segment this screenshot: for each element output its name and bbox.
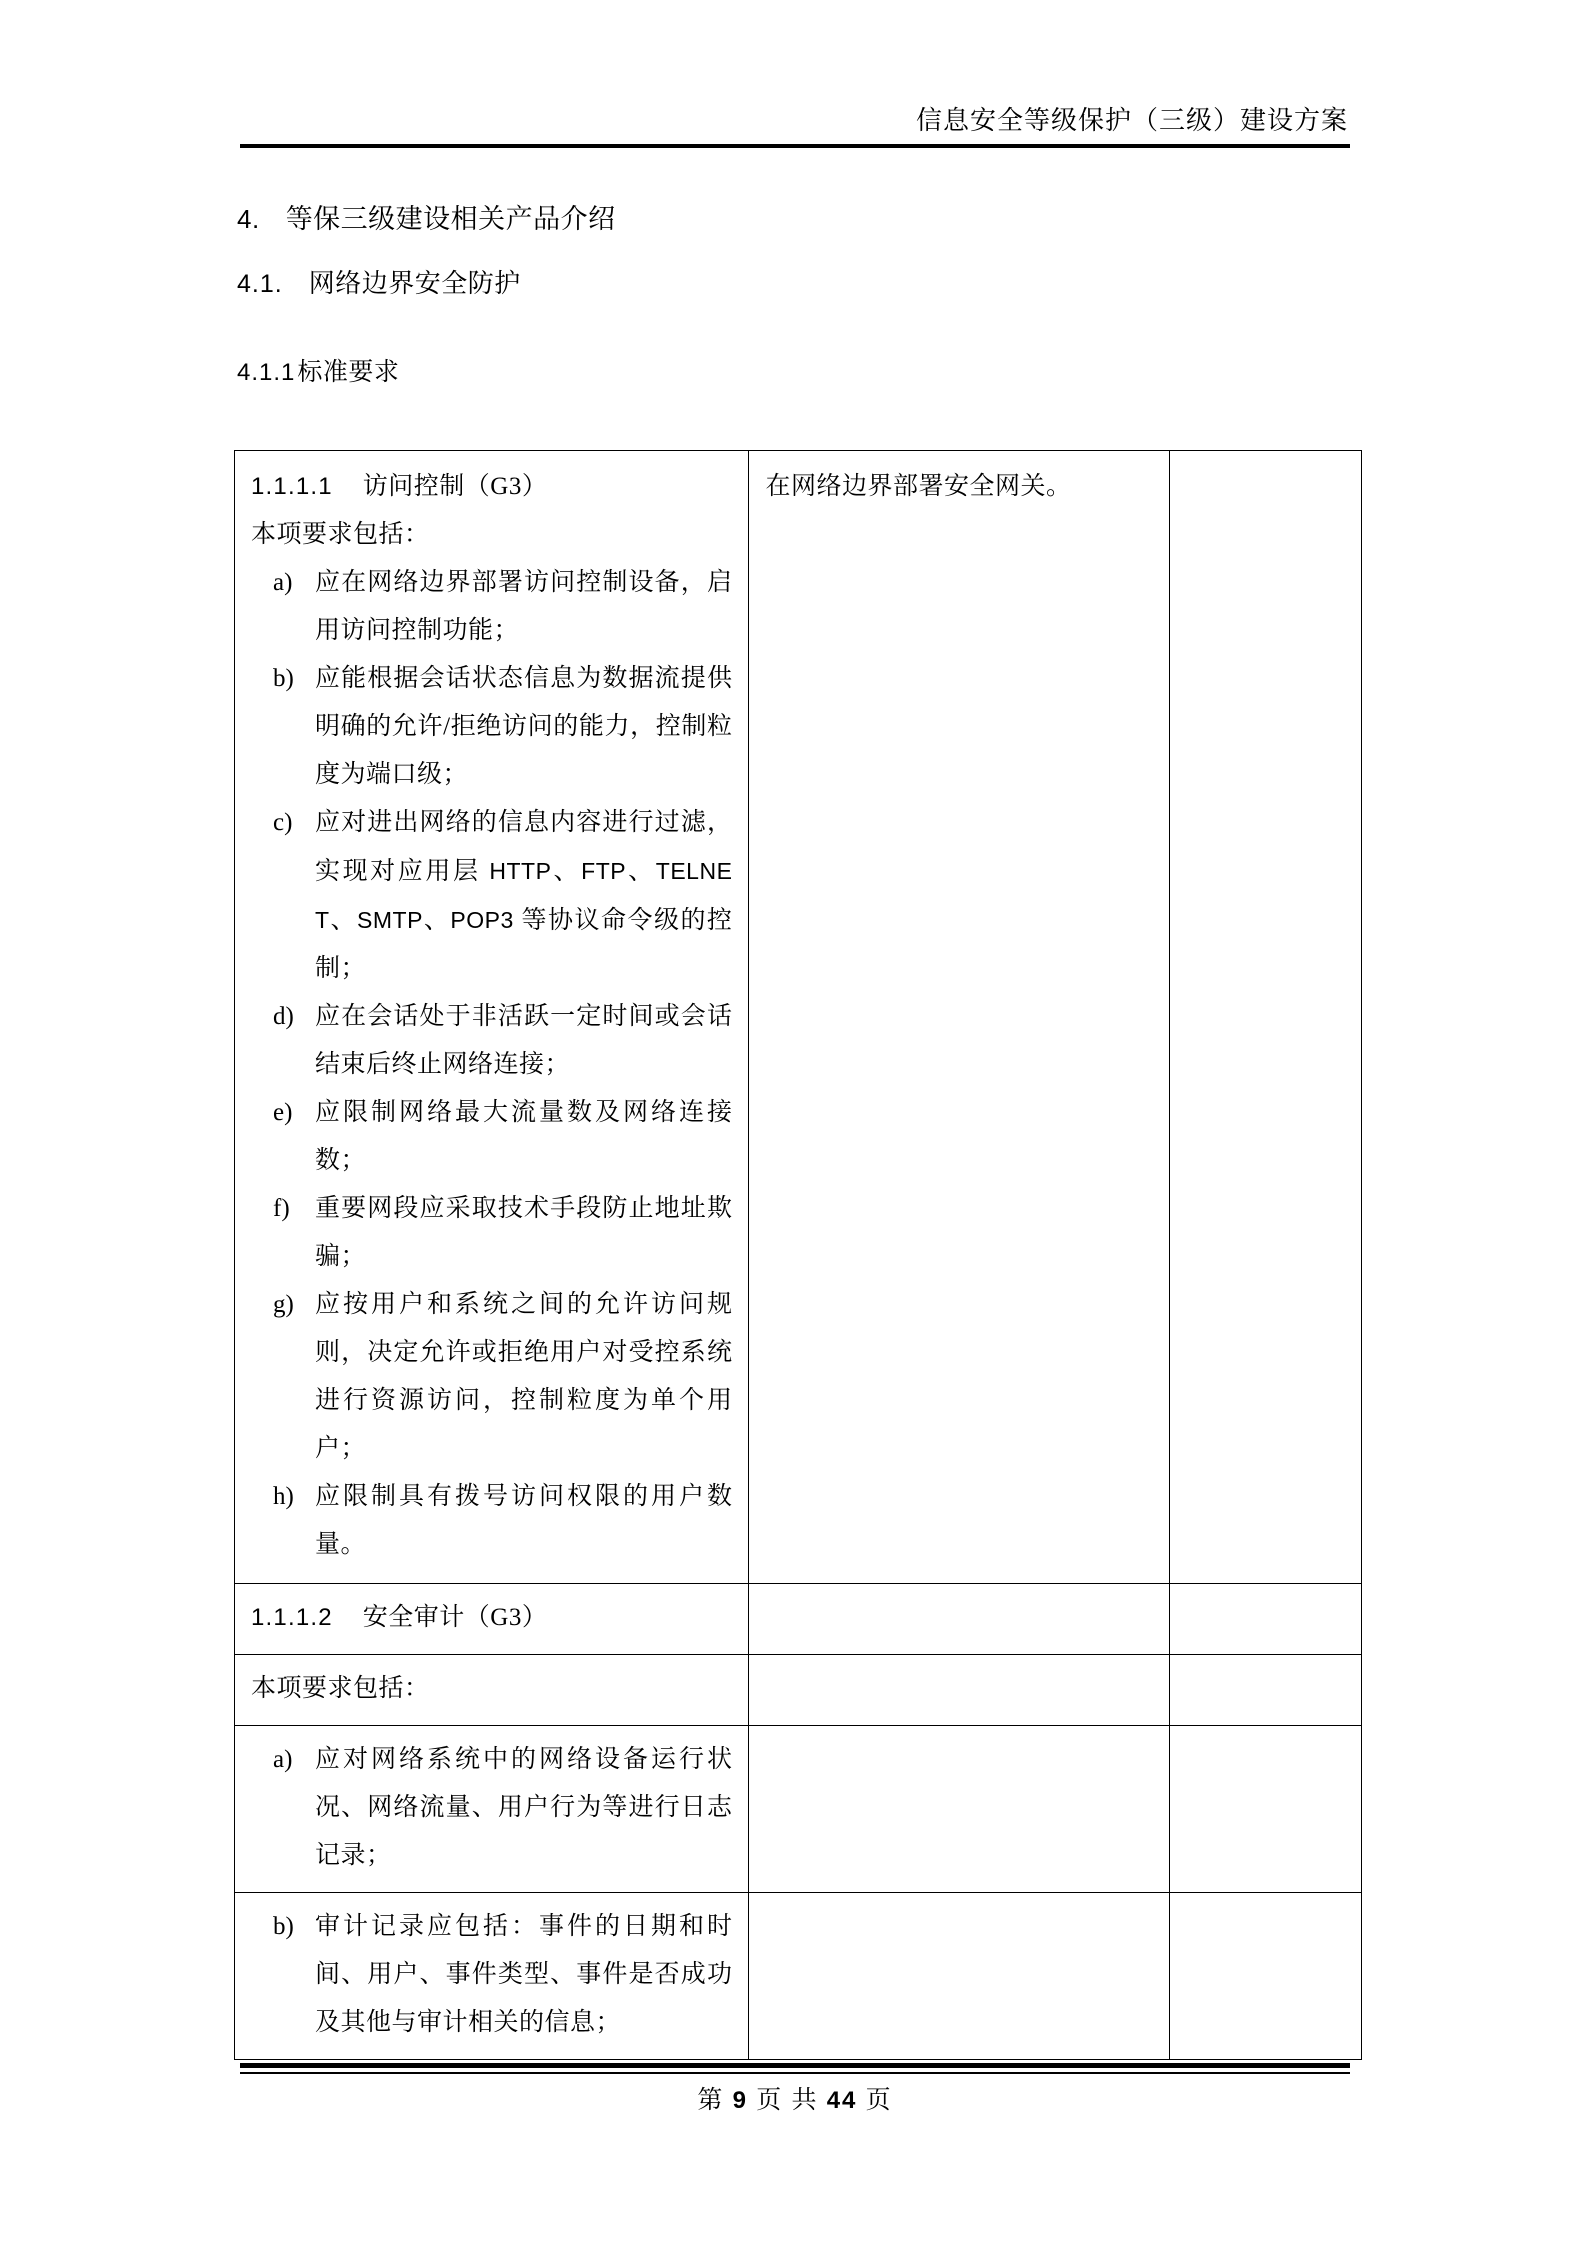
- heading-level-2-number: 4.1.: [237, 270, 283, 298]
- list-item: [251, 1089, 732, 1185]
- requirement-number: 1.1.1.1: [251, 473, 333, 500]
- table-cell-measure: [749, 1584, 1169, 1655]
- requirement-number: 1.1.1.2: [251, 1604, 333, 1631]
- footer-page-number: [240, 2082, 1350, 2120]
- table-cell-requirement: [235, 1893, 749, 2060]
- footer-middle: 页 共: [756, 2087, 819, 2114]
- list-item-text: 应在网络边界部署访问控制设备，启用访问控制功能；: [315, 569, 733, 644]
- measure-block: [749, 1584, 1168, 1606]
- list-item: [251, 1736, 732, 1880]
- list-item: [251, 1903, 732, 2047]
- footer-divider-rule-thick: [240, 2063, 1350, 2068]
- list-item-text: 应限制网络最大流量数及网络连接数；: [315, 1099, 733, 1174]
- heading-level-2-text: 网络边界安全防护: [308, 269, 521, 298]
- table-cell-requirement: [235, 1655, 749, 1726]
- table-cell-remark: [1169, 1584, 1361, 1655]
- footer-divider-rule-thin: [240, 2072, 1350, 2074]
- list-item-marker: d): [273, 1003, 294, 1030]
- heading-level-1: [237, 200, 616, 238]
- requirement-intro: 本项要求包括：: [251, 1675, 430, 1702]
- running-header: [240, 104, 1348, 138]
- measure-block: [749, 1726, 1168, 1748]
- requirement-block: [235, 1584, 748, 1654]
- header-divider-rule: [240, 144, 1350, 148]
- requirement-intro: 本项要求包括：: [251, 521, 430, 548]
- list-item-marker: e): [273, 1099, 293, 1126]
- list-item-text: 应限制具有拨号访问权限的用户数量。: [315, 1483, 733, 1558]
- list-item-text: 应对进出网络的信息内容进行过滤，实现对应用层 HTTP、FTP、TELNET、SMTP、POP3 等协议命令级的控制；: [315, 809, 733, 982]
- measure-block: [749, 1655, 1168, 1677]
- table-cell-requirement: [235, 1584, 749, 1655]
- requirement-title: 访问控制（G3）: [362, 473, 548, 500]
- list-item: [251, 559, 732, 655]
- footer-total-pages: 44: [826, 2087, 858, 2114]
- table-row: [235, 1584, 1362, 1655]
- list-item-marker: g): [273, 1291, 294, 1318]
- requirement-block: [235, 451, 748, 1583]
- requirement-block: [235, 1655, 748, 1725]
- heading-level-2: [237, 265, 521, 303]
- footer-prefix: 第: [697, 2087, 725, 2114]
- list-item-text: 应对网络系统中的网络设备运行状况、网络流量、用户行为等进行日志记录；: [315, 1746, 733, 1869]
- list-item-marker: f): [273, 1195, 290, 1222]
- remark-block: [1170, 1893, 1361, 1915]
- list-item: [251, 799, 732, 993]
- list-item-text: 应能根据会话状态信息为数据流提供明确的允许/拒绝访问的能力，控制粒度为端口级；: [315, 665, 733, 788]
- measure-block: [749, 451, 1168, 525]
- measure-block: [749, 1893, 1168, 1915]
- requirement-title: 安全审计（G3）: [362, 1604, 548, 1631]
- table-row: [235, 1655, 1362, 1726]
- requirement-heading: [251, 463, 732, 511]
- table-cell-measure: [749, 1726, 1169, 1893]
- footer-suffix: 页: [865, 2087, 893, 2114]
- list-item-marker: b): [273, 665, 294, 692]
- list-item: [251, 1473, 732, 1569]
- table-cell-requirement: [235, 1726, 749, 1893]
- list-item-marker: a): [273, 569, 293, 596]
- requirement-block: [235, 1893, 748, 2059]
- table-cell-measure: [749, 1655, 1169, 1726]
- table-cell-remark: [1169, 1655, 1361, 1726]
- remark-block: [1170, 1584, 1361, 1606]
- running-header-title: 信息安全等级保护（三级）建设方案: [915, 106, 1348, 135]
- heading-level-3-text: 标准要求: [297, 359, 400, 386]
- heading-level-1-text: 等保三级建设相关产品介绍: [285, 204, 616, 234]
- footer-current-page: 9: [732, 2087, 748, 2114]
- heading-level-3: [237, 355, 399, 391]
- table-cell-measure: [749, 451, 1169, 1584]
- requirements-table: [234, 450, 1362, 2060]
- remark-block: [1170, 1655, 1361, 1677]
- list-item-marker: c): [273, 809, 293, 836]
- requirement-heading: [251, 1594, 732, 1642]
- list-item: [251, 1281, 732, 1473]
- heading-level-1-number: 4.: [237, 204, 260, 234]
- list-item-text: 重要网段应采取技术手段防止地址欺骗；: [315, 1195, 733, 1270]
- list-item-text: 应按用户和系统之间的允许访问规则，决定允许或拒绝用户对受控系统进行资源访问，控制粒度为单个用户；: [315, 1291, 733, 1462]
- remark-block: [1170, 451, 1361, 477]
- table-row: [235, 451, 1362, 1584]
- table-cell-remark: [1169, 1726, 1361, 1893]
- list-item-marker: h): [273, 1483, 294, 1510]
- list-item: [251, 993, 732, 1089]
- list-item: [251, 1185, 732, 1281]
- list-item-marker: a): [273, 1746, 293, 1773]
- heading-level-3-number: 4.1.1: [237, 359, 296, 386]
- table-cell-requirement: [235, 451, 749, 1584]
- list-item-text: 应在会话处于非活跃一定时间或会话结束后终止网络连接；: [315, 1003, 733, 1078]
- table-cell-measure: [749, 1893, 1169, 2060]
- list-item: [251, 655, 732, 799]
- table-cell-remark: [1169, 1893, 1361, 2060]
- requirement-block: [235, 1726, 748, 1892]
- list-item-marker: b): [273, 1913, 294, 1940]
- measure-text: 在网络边界部署安全网关。: [765, 473, 1072, 500]
- table-row: [235, 1893, 1362, 2060]
- list-item-text: 审计记录应包括：事件的日期和时间、用户、事件类型、事件是否成功及其他与审计相关的信息；: [315, 1913, 733, 2036]
- table-cell-remark: [1169, 451, 1361, 1584]
- table-row: [235, 1726, 1362, 1893]
- remark-block: [1170, 1726, 1361, 1748]
